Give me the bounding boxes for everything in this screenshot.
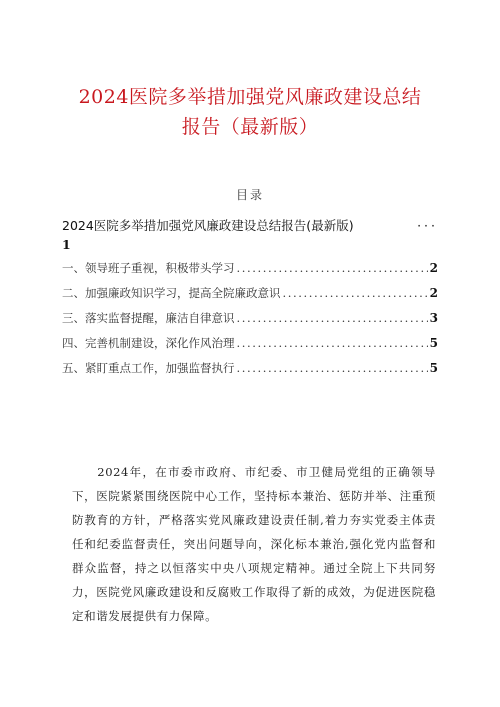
toc-entry[interactable] [62,257,438,279]
toc-entry-page-number: 5 [429,336,438,350]
toc-main-leader: ··· [417,218,438,233]
toc-entry-leader [237,257,428,279]
toc-entry-leader [283,282,428,304]
toc-main-label: 2024医院多举措加强党风廉政建设总结报告(最新版) [62,218,354,233]
toc-entry-label: 一、领导班子重视，积极带头学习 [62,261,235,275]
toc-entry[interactable] [62,332,438,354]
toc-entry-page-number: 2 [429,286,438,300]
table-of-contents [62,216,438,379]
toc-entry-leader [237,332,428,354]
toc-entry-page-number: 5 [429,361,438,375]
toc-entry[interactable] [62,357,438,379]
toc-entry-label: 三、落实监督提醒，廉洁自律意识 [62,311,235,325]
title-line-2: 报告（最新版） [181,116,319,138]
toc-entry[interactable] [62,282,438,304]
toc-heading: 目录 [235,188,264,202]
body-paragraph: 2024年，在市委市政府、市纪委、市卫健局党组的正确领导下，医院紧紧围绕医院中心工作，坚持标本兼治、惩防并举、注重预防教育的方针，严格落实党风廉政建设责任制,着力夯实党委主体责任和纪委监督责任，突出问题导向，深化标本兼治,强化党内监督和群众监督，持之以恒落实中央八项规定精神。通过全院上下共同努力，医院党风廉政建设和反腐败工作取得了新的成效，为促进医院稳定和谐发展提供有力保障。 [72,464,436,623]
toc-entry[interactable] [62,307,438,329]
toc-entry-page-number: 3 [429,311,438,325]
title-line-1: 2024医院多举措加强党风廉政建设总结 [78,86,422,108]
toc-entry-label: 五、紧盯重点工作，加强监督执行 [62,361,235,375]
document-title [50,82,450,142]
toc-entry-leader [237,307,428,329]
toc-entry-label: 二、加强廉政知识学习，提高全院廉政意识 [62,286,281,300]
toc-entry-leader [237,357,428,379]
toc-main-page-number: 1 [62,237,71,252]
toc-entry-page-number: 2 [429,261,438,275]
toc-main-entry[interactable] [62,216,438,236]
toc-entry-label: 四、完善机制建设，深化作风治理 [62,336,235,350]
